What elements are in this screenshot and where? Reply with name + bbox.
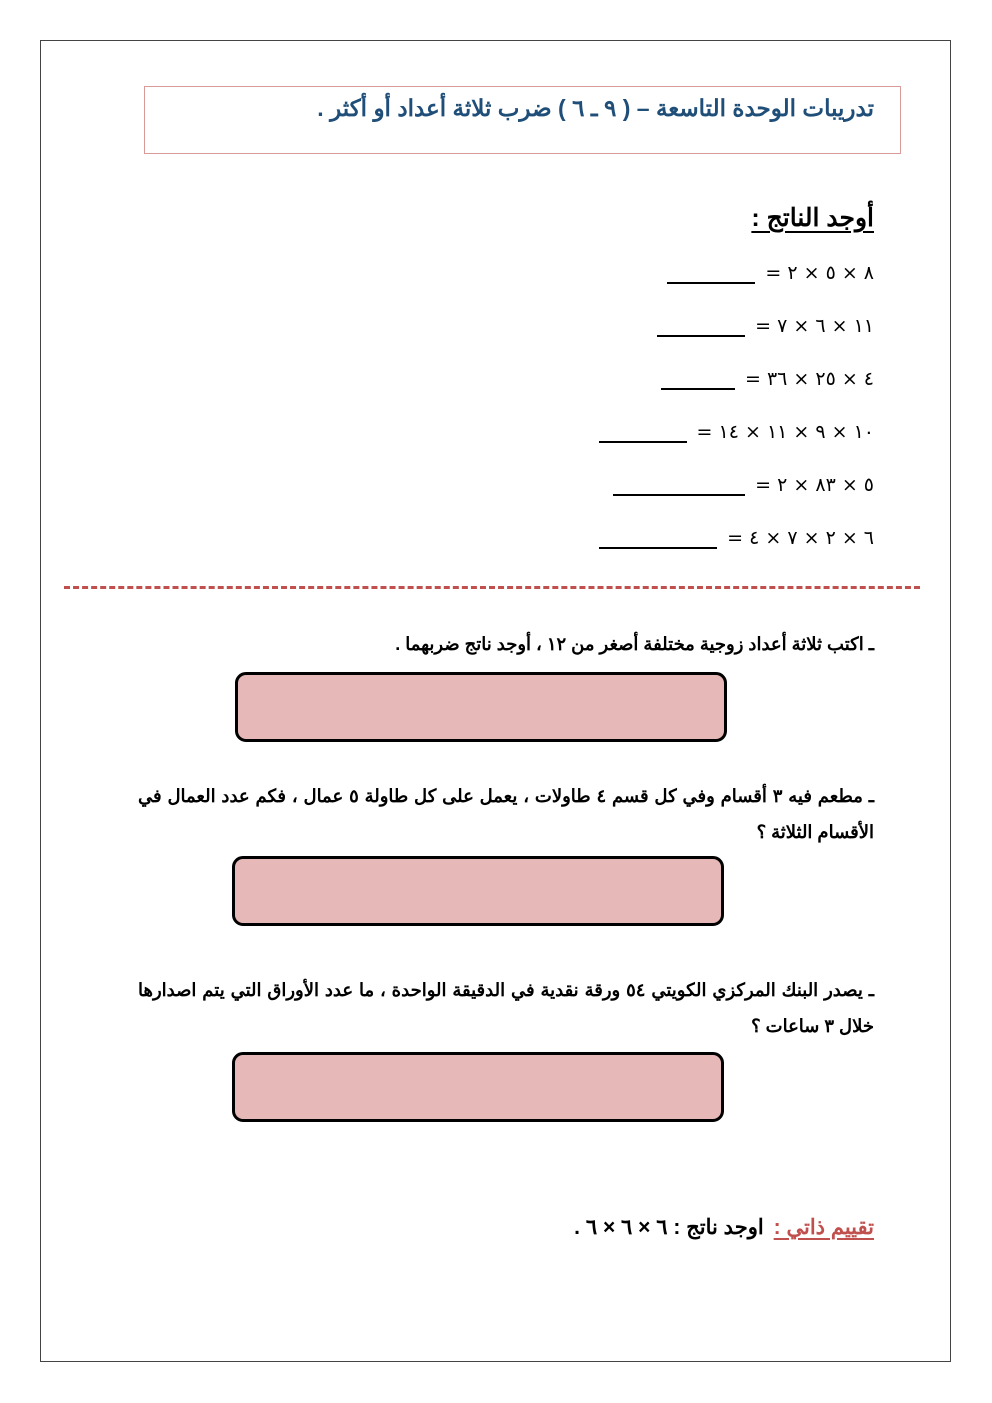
equation-row: [661, 368, 874, 390]
equation-row: [613, 474, 874, 496]
question-2: ـ مطعم فيه ٣ أقسام وفي كل قسم ٤ طاولات ، يعمل على كل طاولة ٥ عمال ، فكم عدد العمال في الأقسام الثلاثة ؟: [138, 786, 874, 842]
equation-row: [599, 421, 874, 443]
page-title: تدريبات الوحدة التاسعة – ( ٩ ـ ٦ ) ضرب ثلاثة أعداد أو أكثر .: [317, 95, 874, 121]
equation-text: ١١ × ٦ × ٧ =: [755, 315, 874, 337]
answer-box-3[interactable]: [232, 1052, 724, 1122]
exercise-heading: أوجد الناتج :: [751, 204, 874, 232]
answer-box-1[interactable]: [235, 672, 727, 742]
equation-row: [657, 315, 874, 337]
self-evaluation-text: اوجد ناتج : ٦ × ٦ × ٦ .: [574, 1216, 764, 1239]
answer-blank[interactable]: [667, 264, 755, 284]
equation-text: ٥ × ٨٣ × ٢ =: [755, 474, 874, 496]
self-evaluation-label: تقييم ذاتي :: [773, 1216, 874, 1239]
answer-blank[interactable]: [599, 529, 717, 549]
section-divider: [64, 586, 920, 589]
answer-blank[interactable]: [613, 476, 745, 496]
question-3: ـ يصدر البنك المركزي الكويتي ٥٤ ورقة نقدية في الدقيقة الواحدة ، ما عدد الأوراق التي يتم اصدارها خلال ٣ ساعات ؟: [138, 980, 874, 1036]
equation-text: ٤ × ٢٥ × ٣٦ =: [744, 368, 874, 390]
answer-blank[interactable]: [599, 423, 687, 443]
equation-text: ١٠ × ٩ × ١١ × ١٤ =: [696, 421, 874, 443]
answer-blank[interactable]: [657, 317, 745, 337]
answer-box-2[interactable]: [232, 856, 724, 926]
equation-text: ٦ × ٢ × ٧ × ٤ =: [727, 527, 874, 549]
equation-row: [599, 527, 874, 549]
equation-text: ٨ × ٥ × ٢ =: [765, 262, 874, 284]
self-evaluation: [574, 1215, 874, 1240]
title-box: [144, 86, 901, 154]
question-1: ـ اكتب ثلاثة أعداد زوجية مختلفة أصغر من ١٢ ، أوجد ناتج ضربهما .: [395, 634, 874, 654]
equation-row: [667, 262, 874, 284]
answer-blank[interactable]: [661, 370, 735, 390]
